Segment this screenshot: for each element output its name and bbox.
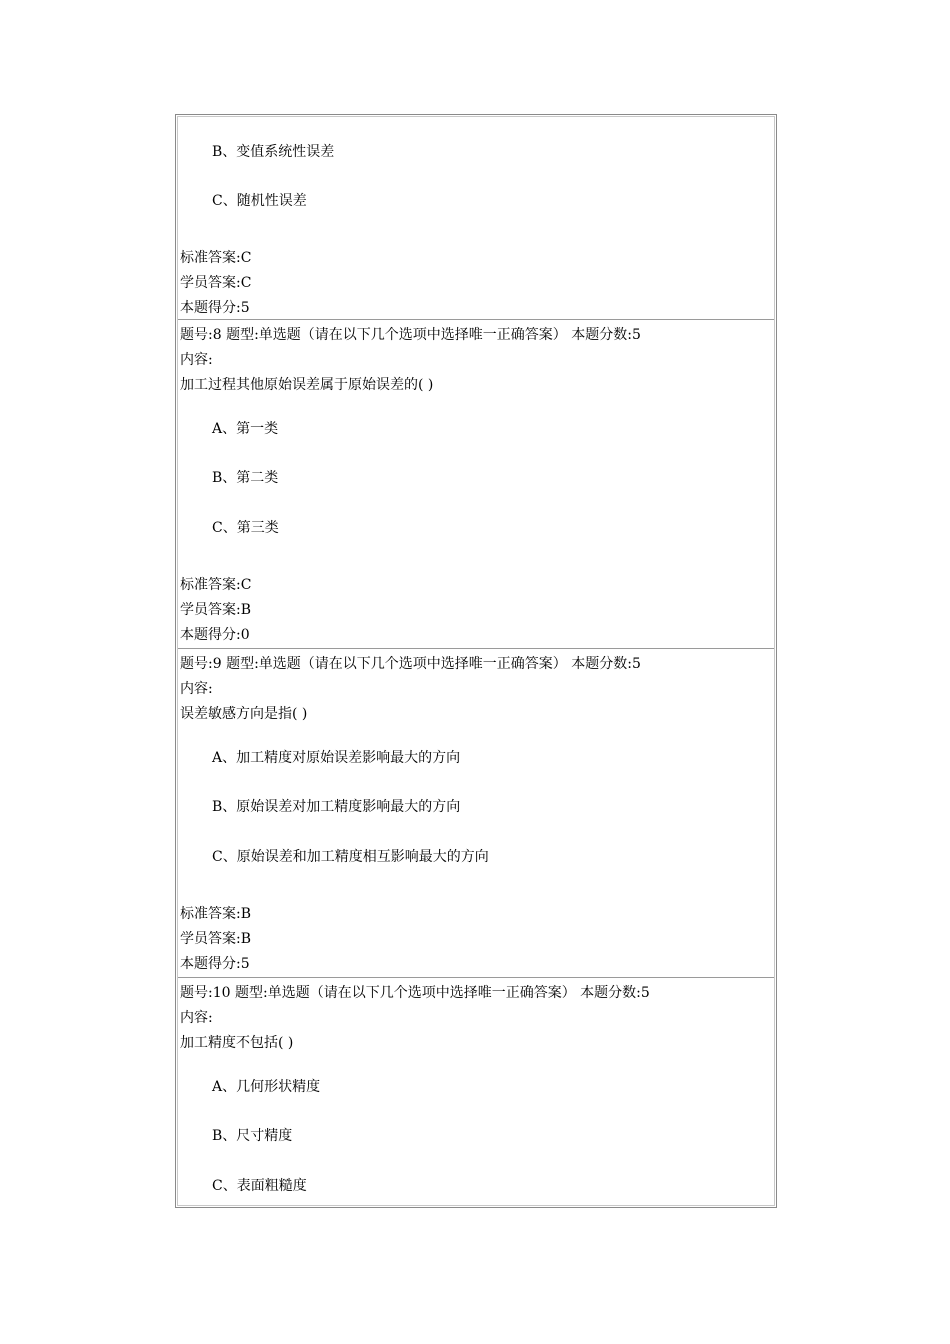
option-a: A、几何形状精度 bbox=[212, 1079, 321, 1095]
option-a: A、加工精度对原始误差影响最大的方向 bbox=[212, 750, 461, 766]
question-7-block bbox=[178, 117, 774, 320]
question-score: 本题得分:5 bbox=[180, 300, 250, 316]
question-stem: 加工精度不包括( ) bbox=[180, 1035, 294, 1051]
option-c: C、随机性误差 bbox=[212, 193, 307, 209]
question-score: 本题得分:0 bbox=[180, 627, 250, 643]
question-score: 本题得分:5 bbox=[180, 956, 250, 972]
option-a: A、第一类 bbox=[212, 421, 279, 437]
option-b: B、第二类 bbox=[212, 470, 279, 486]
option-b: B、尺寸精度 bbox=[212, 1128, 293, 1144]
quiz-results-frame bbox=[175, 114, 777, 1208]
standard-answer: 标准答案:C bbox=[180, 250, 252, 266]
question-9-block bbox=[178, 649, 774, 978]
option-c: C、表面粗糙度 bbox=[212, 1178, 307, 1194]
option-c: C、原始误差和加工精度相互影响最大的方向 bbox=[212, 849, 489, 865]
option-c: C、第三类 bbox=[212, 520, 279, 536]
option-b: B、原始误差对加工精度影响最大的方向 bbox=[212, 799, 461, 815]
standard-answer: 标准答案:B bbox=[180, 906, 252, 922]
question-8-block bbox=[178, 320, 774, 649]
student-answer: 学员答案:B bbox=[180, 602, 252, 618]
standard-answer: 标准答案:C bbox=[180, 577, 252, 593]
question-header: 题号:10 题型:单选题（请在以下几个选项中选择唯一正确答案） 本题分数:5 bbox=[180, 985, 650, 1001]
question-header: 题号:8 题型:单选题（请在以下几个选项中选择唯一正确答案） 本题分数:5 bbox=[180, 327, 641, 343]
student-answer: 学员答案:B bbox=[180, 931, 252, 947]
question-stem: 误差敏感方向是指( ) bbox=[180, 706, 308, 722]
content-label: 内容: bbox=[180, 681, 213, 697]
question-header: 题号:9 题型:单选题（请在以下几个选项中选择唯一正确答案） 本题分数:5 bbox=[180, 656, 641, 672]
content-label: 内容: bbox=[180, 352, 213, 368]
student-answer: 学员答案:C bbox=[180, 275, 252, 291]
option-b: B、变值系统性误差 bbox=[212, 144, 335, 160]
question-10-block bbox=[178, 978, 774, 1204]
content-label: 内容: bbox=[180, 1010, 213, 1026]
question-stem: 加工过程其他原始误差属于原始误差的( ) bbox=[180, 377, 434, 393]
